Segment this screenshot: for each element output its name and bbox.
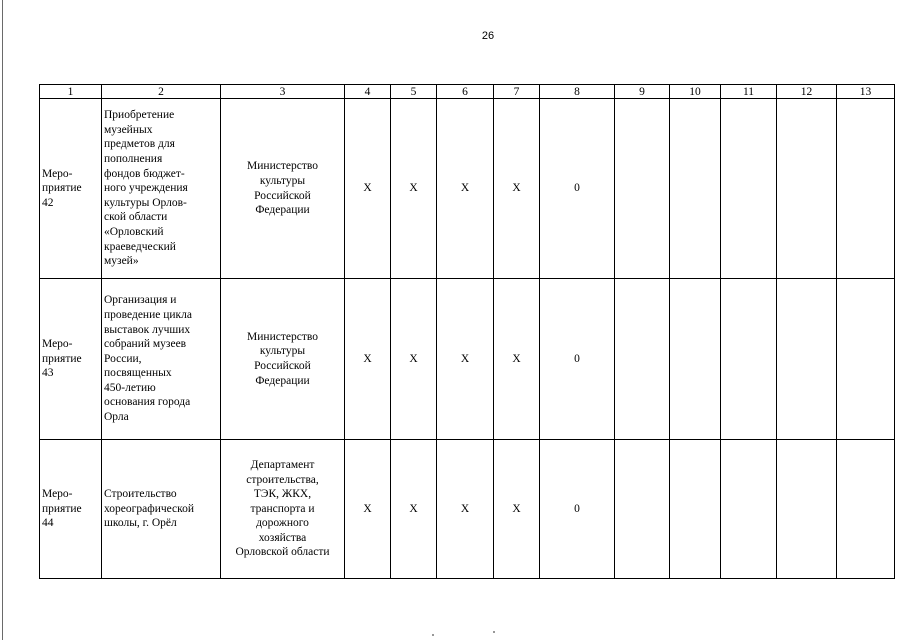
column-header: 12 <box>777 85 837 99</box>
cell-col-6: Х <box>437 279 494 440</box>
cell-col-9 <box>615 440 670 579</box>
cell-col-5: Х <box>391 99 437 279</box>
column-header: 13 <box>837 85 895 99</box>
executor-text: Российской <box>254 189 311 202</box>
description-text: хореографической <box>104 502 195 515</box>
description-text: ного учреждения <box>104 182 188 195</box>
description-text: Приобретение <box>104 109 175 122</box>
page-number: 26 <box>481 30 495 42</box>
cell-col-13 <box>837 279 895 440</box>
description-text: основания города <box>104 396 191 409</box>
page-left-edge <box>2 0 3 640</box>
cell-col-11 <box>721 99 777 279</box>
description-text: фондов бюджет- <box>104 167 185 180</box>
description-text: предметов для <box>104 138 175 151</box>
cell-col-7: Х <box>494 99 540 279</box>
cell-col-6: Х <box>437 99 494 279</box>
table-row <box>40 440 895 579</box>
column-number-row <box>40 85 895 99</box>
description-text: 450-летию <box>104 381 156 394</box>
executor-text: культуры <box>259 345 306 358</box>
description-text: школы, г. Орёл <box>104 517 177 530</box>
cell-col-12 <box>777 440 837 579</box>
cell-col-10 <box>670 279 721 440</box>
executor-text: Федерации <box>255 204 310 217</box>
event-text: приятие <box>42 352 82 365</box>
scan-speck <box>432 634 434 636</box>
executor-text: Федерации <box>255 374 310 387</box>
cell-col-13 <box>837 99 895 279</box>
description-text: Строительство <box>104 488 177 501</box>
executor-text: ТЭК, ЖКХ, <box>253 488 312 501</box>
event-cell <box>40 99 102 279</box>
description-text: пополнения <box>104 153 163 166</box>
cell-col-8: 0 <box>540 440 615 579</box>
event-cell <box>40 279 102 440</box>
column-header: 1 <box>40 85 102 99</box>
column-header: 3 <box>221 85 345 99</box>
executor-text: дорожного <box>256 517 309 530</box>
column-header: 2 <box>102 85 221 99</box>
executor-text: Российской <box>254 360 311 372</box>
cell-col-6: Х <box>437 440 494 579</box>
cell-col-12 <box>777 279 837 440</box>
description-text: «Орловский <box>104 225 164 238</box>
column-header: 9 <box>615 85 670 99</box>
table-row <box>40 99 895 279</box>
description-cell <box>102 440 221 579</box>
cell-col-4: Х <box>345 99 391 279</box>
cell-col-5: Х <box>391 440 437 579</box>
description-text: краеведческий <box>104 240 176 253</box>
executor-text: культуры <box>259 174 306 187</box>
description-text: музей» <box>104 255 139 268</box>
cell-col-12 <box>777 99 837 279</box>
cell-col-5: Х <box>391 279 437 440</box>
column-header: 11 <box>721 85 777 99</box>
event-text: 42 <box>42 196 54 209</box>
column-header: 10 <box>670 85 721 99</box>
cell-col-10 <box>670 99 721 279</box>
event-cell <box>40 440 102 579</box>
executor-cell <box>221 279 345 440</box>
description-text: выставок лучших <box>104 323 191 336</box>
cell-col-7: Х <box>494 279 540 440</box>
cell-col-4: Х <box>345 279 391 440</box>
event-text: приятие <box>42 182 82 195</box>
executor-cell <box>221 440 345 579</box>
description-text: проведение цикла <box>104 308 192 321</box>
cell-col-10 <box>670 440 721 579</box>
table-row <box>40 279 895 440</box>
scan-speck <box>493 631 495 633</box>
event-text: приятие <box>42 502 82 515</box>
description-text: Организация и <box>104 294 177 307</box>
column-header: 6 <box>437 85 494 99</box>
event-text: 44 <box>42 517 54 530</box>
cell-col-13 <box>837 440 895 579</box>
executor-text: транспорта и <box>250 502 315 515</box>
cell-col-9 <box>615 99 670 279</box>
executor-text: строительства, <box>246 473 319 486</box>
cell-col-4: Х <box>345 440 391 579</box>
column-header: 4 <box>345 85 391 99</box>
cell-col-7: Х <box>494 440 540 579</box>
description-text: собраний музеев <box>104 338 187 351</box>
event-text: 43 <box>42 367 54 380</box>
event-text: Меро- <box>42 338 73 351</box>
description-cell <box>102 99 221 279</box>
cell-col-11 <box>721 440 777 579</box>
executor-text: Министерство <box>247 330 318 343</box>
column-header: 8 <box>540 85 615 99</box>
cell-col-8: 0 <box>540 99 615 279</box>
description-text: России, <box>104 352 142 365</box>
description-text: Орла <box>104 411 129 424</box>
executor-text: Орловской области <box>235 546 330 559</box>
event-text: Меро- <box>42 488 73 501</box>
cell-col-8: 0 <box>540 279 615 440</box>
description-text: культуры Орлов- <box>104 196 187 209</box>
description-text: ской области <box>104 211 168 224</box>
description-text: посвященных <box>104 367 172 380</box>
column-header: 5 <box>391 85 437 99</box>
measures-table <box>39 84 895 579</box>
description-cell <box>102 279 221 440</box>
column-header: 7 <box>494 85 540 99</box>
executor-text: Министерство <box>247 160 318 173</box>
description-text: музейных <box>104 123 153 136</box>
executor-text: хозяйства <box>258 531 307 544</box>
cell-col-9 <box>615 279 670 440</box>
event-text: Меро- <box>42 167 73 180</box>
cell-col-11 <box>721 279 777 440</box>
executor-cell <box>221 99 345 279</box>
executor-text: Департамент <box>250 458 315 471</box>
